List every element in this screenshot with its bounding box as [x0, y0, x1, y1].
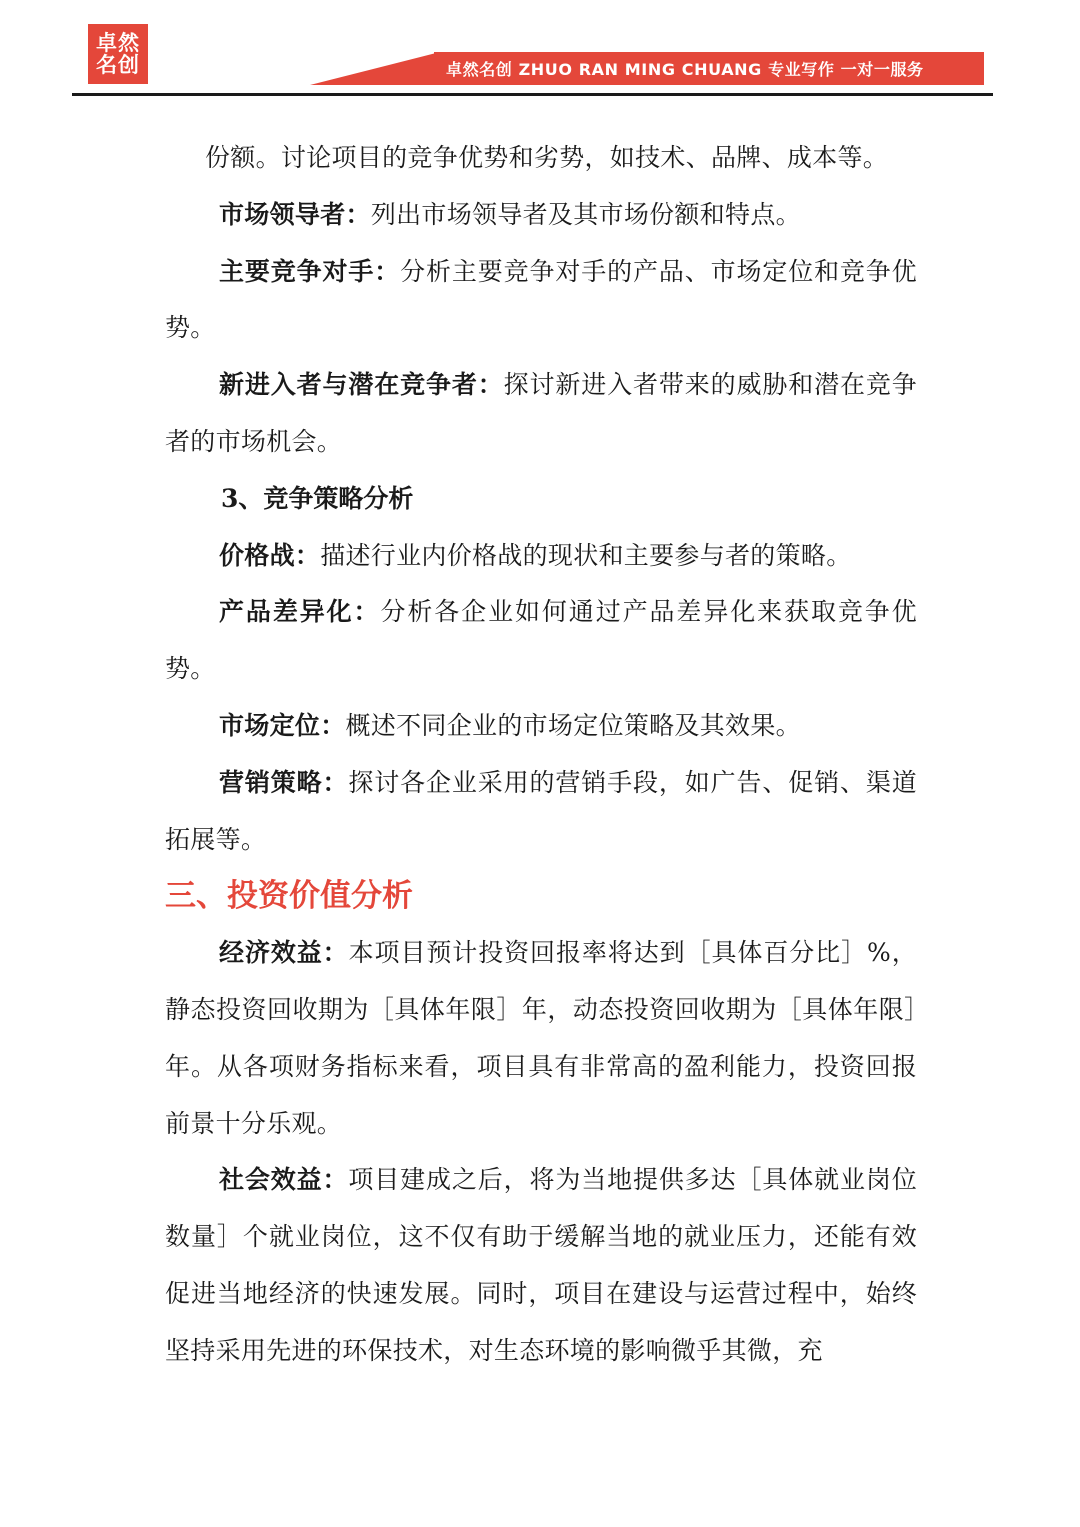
- paragraph-marketing-strategy: [165, 755, 917, 869]
- paragraph-label: 主要竞争对手：: [219, 256, 401, 286]
- paragraph-label: 市场领导者：: [219, 199, 371, 229]
- paragraph-label: 经济效益：: [219, 938, 349, 968]
- subheading-competition-strategy: 3、竞争策略分析: [221, 483, 414, 513]
- logo-text-line1: 卓然: [96, 29, 140, 55]
- header-banner: [434, 52, 984, 85]
- paragraph-label: 产品差异化：: [219, 597, 381, 627]
- banner-text: 卓然名创 ZHUO RAN MING CHUANG 专业写作 一对一服务: [446, 60, 924, 79]
- paragraph-label: 新进入者与潜在竞争者：: [219, 370, 504, 400]
- header-divider: [72, 93, 993, 96]
- logo-text-line2: 名创: [96, 52, 140, 77]
- paragraph-text: 探讨新进入者带来的威胁和潜在竞争者的市场机会。: [165, 370, 917, 456]
- paragraph-text: 本项目预计投资回报率将达到［具体百分比］%，静态投资回收期为［具体年限］年，动态投资回收期为［具体年限］年。从各项财务指标来看，项目具有非常高的盈利能力，投资回报前景十分乐观。: [165, 938, 917, 1138]
- paragraph-text: 分析主要竞争对手的产品、市场定位和竞争优势。: [165, 256, 917, 343]
- brand-logo: [88, 24, 148, 84]
- paragraph-text: 份额。讨论项目的竞争优势和劣势，如技术、品牌、成本等。: [205, 143, 889, 172]
- paragraph-economic-benefit: [165, 925, 917, 1152]
- paragraph-price-war: [165, 528, 917, 585]
- paragraph-text: 探讨各企业采用的营销手段，如广告、促销、渠道拓展等。: [165, 767, 917, 854]
- paragraph-text: 概述不同企业的市场定位策略及其效果。: [345, 710, 801, 740]
- paragraph-new-entrants: [165, 357, 917, 471]
- section-title-investment-value: 三、投资价值分析: [165, 878, 413, 915]
- paragraph-text: 描述行业内价格战的现状和主要参与者的策略。: [320, 540, 852, 570]
- paragraph-text: 项目建成之后，将为当地提供多达［具体就业岗位数量］个就业岗位，这不仅有助于缓解当地的就业压力，还能有效促进当地经济的快速发展。同时，项目在建设与运营过程中，始终坚持采用先进的环保技术，对生态环境的影响微乎其微，充: [165, 1165, 917, 1365]
- paragraph-market-leaders: [165, 187, 917, 244]
- paragraph-label: 市场定位：: [219, 710, 346, 740]
- paragraph-text: 分析各企业如何通过产品差异化来获取竞争优势。: [165, 597, 917, 684]
- paragraph-label: 价格战：: [219, 540, 321, 570]
- banner-wedge-decoration: [310, 52, 440, 85]
- paragraph-label: 营销策略：: [219, 767, 349, 797]
- paragraph-continuation: [165, 130, 917, 187]
- paragraph-label: 社会效益：: [219, 1165, 349, 1195]
- paragraph-product-differentiation: [165, 584, 917, 698]
- paragraph-main-competitors: [165, 244, 917, 358]
- document-body: [165, 130, 917, 1380]
- paragraph-social-benefit: [165, 1152, 917, 1379]
- paragraph-market-positioning: [165, 698, 917, 755]
- paragraph-text: 列出市场领导者及其市场份额和特点。: [370, 199, 801, 229]
